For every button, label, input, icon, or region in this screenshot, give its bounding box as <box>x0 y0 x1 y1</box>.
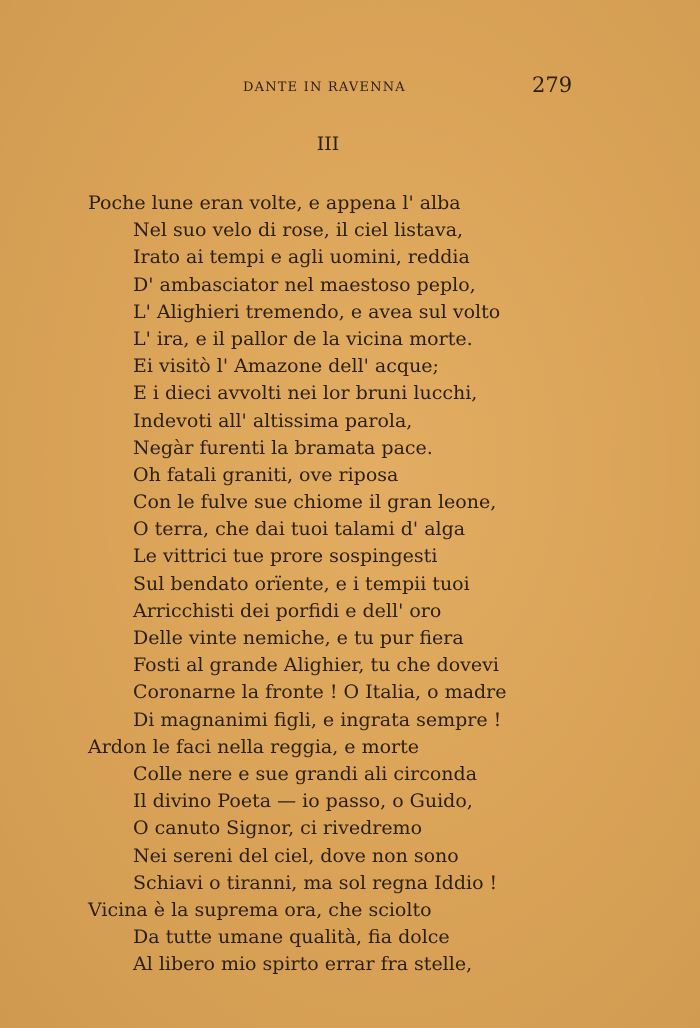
poem-line: Con le fulve sue chiome il gran leone, <box>133 491 497 514</box>
poem-line: O terra, che dai tuoi talami d' alga <box>133 518 466 541</box>
poem-line: Vicina è la suprema ora, che sciolto <box>88 898 432 921</box>
page-number: 279 <box>532 73 573 97</box>
poem-line: Negàr furenti la bramata pace. <box>133 436 433 459</box>
poem-line: L' Alighieri tremendo, e avea sul volto <box>133 300 501 323</box>
poem-line: Ardon le faci nella reggia, e morte <box>88 735 419 758</box>
poem-line: D' ambasciator nel maestoso peplo, <box>133 273 476 296</box>
section-heading: III <box>316 133 340 155</box>
poem-line: Da tutte umane qualità, fia dolce <box>133 926 450 949</box>
poem-line: Arricchisti dei porfidi e dell' oro <box>133 599 442 622</box>
poem-line: Schiavi o tiranni, ma sol regna Iddio ! <box>133 871 498 894</box>
poem-line: Irato ai tempi e agli uomini, reddia <box>133 246 470 269</box>
poem-line: Coronarne la fronte ! O Italia, o madre <box>133 681 507 704</box>
poem-line: O canuto Signor, ci rivedremo <box>133 817 423 840</box>
running-head: DANTE IN RAVENNA <box>243 80 406 95</box>
poem-line: Nei sereni del ciel, dove non sono <box>133 844 459 867</box>
poem-line: Di magnanimi figli, e ingrata sempre ! <box>133 708 502 731</box>
poem-line: Indevoti all' altissima parola, <box>133 409 413 432</box>
poem-line: Fosti al grande Alighier, tu che dovevi <box>133 654 499 677</box>
poem-line: Oh fatali graniti, ove riposa <box>133 463 399 486</box>
poem-line: Poche lune eran volte, e appena l' alba <box>88 192 461 214</box>
poem-line: Al libero mio spirto errar fra stelle, <box>133 953 473 976</box>
poem-line: E i dieci avvolti nei lor bruni lucchi, <box>133 382 478 405</box>
poem-line: Il divino Poeta — io passo, o Guido, <box>133 790 473 813</box>
poem-text <box>0 190 700 978</box>
poem-line: Sul bendato orïente, e i tempii tuoi <box>133 572 470 595</box>
poem-line: Le vittrici tue prore sospingesti <box>133 545 438 568</box>
poem-line: Delle vinte nemiche, e tu pur fiera <box>133 627 464 649</box>
poem-line: Colle nere e sue grandi ali circonda <box>133 762 478 785</box>
poem-line: Ei visitò l' Amazone dell' acque; <box>133 355 439 378</box>
poem-line: L' ira, e il pallor de la vicina morte. <box>133 327 473 350</box>
poem-line: Nel suo velo di rose, il ciel listava, <box>133 219 464 242</box>
